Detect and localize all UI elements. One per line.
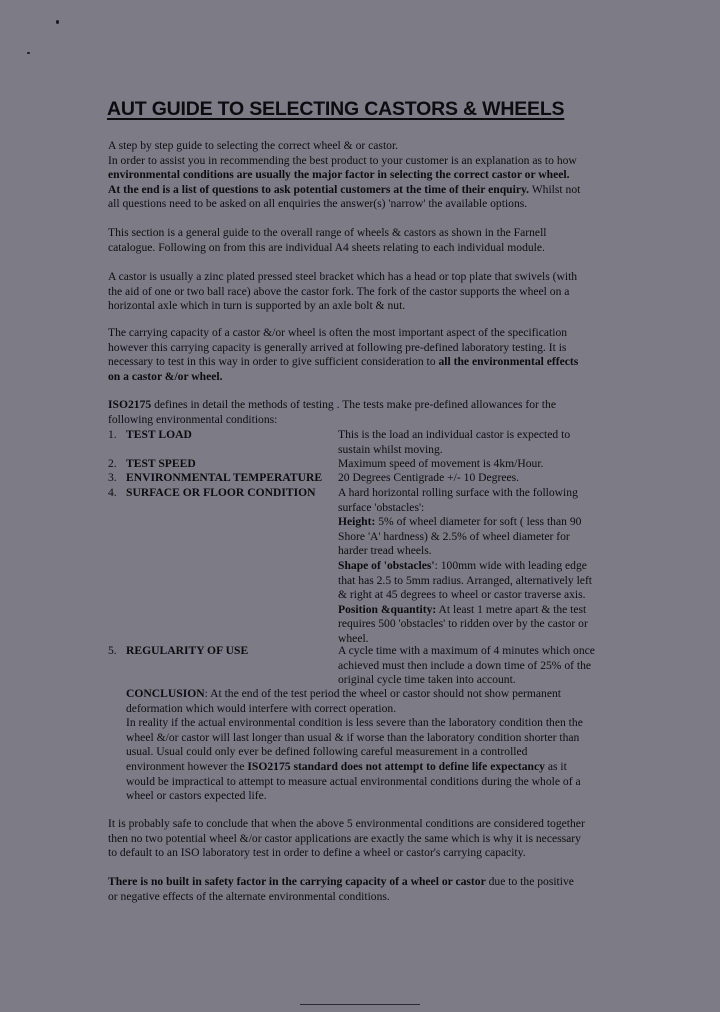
condition-label: ENVIRONMENTAL TEMPERATURE [126,471,323,484]
condition-number: 2. [108,457,117,470]
scan-speck [27,52,30,54]
page-edge-line [300,1004,420,1005]
condition-number: 3. [108,471,117,484]
condition-number: 4. [108,486,117,499]
condition-label: TEST LOAD [126,428,192,441]
condition-description: 20 Degrees Centigrade +/- 10 Degrees. [338,471,520,484]
condition-description: Maximum speed of movement is 4km/Hour. [338,457,544,470]
document-title: AUT GUIDE TO SELECTING CASTORS & WHEELS [107,98,565,120]
condition-label: SURFACE OR FLOOR CONDITION [126,486,316,499]
intro-paragraph: A step by step guide to selecting the correct wheel & or castor. In order to assist you in recommending the best product to your customer is an explanation as to how environmental conditions are usually the major factor in selecting the correct castor or wheel. At the end is a list of questions to ask potential customers at the time of their enquiry. Whilst not all questions need to be asked on all enquiries the answer(s) 'narrow' the available options. [108,139,581,211]
general-paragraph: This section is a general guide to the overall range of wheels & castors as shown in the Farnell catalogue. Following on from this are individual A4 sheets relating to each individual module. [108,226,547,254]
condition-description: This is the load an individual castor is expected to sustain whilst moving. [338,428,571,456]
final-paragraph: There is no built in safety factor in the carrying capacity of a wheel or castor due to the positive or negative effects of the alternate environmental conditions. [108,875,574,903]
castor-paragraph: A castor is usually a zinc plated pressed steel bracket which has a head or top plate that swivels (with the aid of one or two ball race) above the castor fork. The fork of the castor supports the wheel on a horizontal axle which in turn is supported by an axle bolt & nut. [108,270,578,313]
safe-paragraph: It is probably safe to conclude that when the above 5 environmental conditions are considered together then no two potential wheel &/or castor applications are exactly the same which is why it is necessary to default to an ISO laboratory test in order to define a wheel or castor's carrying capacity. [108,817,585,860]
iso-paragraph: ISO2175 defines in detail the methods of testing . The tests make pre-defined allowances for the following environmental conditions: [108,398,556,426]
condition-description: A cycle time with a maximum of 4 minutes which once achieved must then include a down time of 25% of the original cycle time taken into account. [338,644,595,687]
capacity-paragraph: The carrying capacity of a castor &/or wheel is often the most important aspect of the specification however this carrying capacity is generally arrived at following pre-defined laboratory testing. It is necessary to test in this way in order to give sufficient consideration to all the environmental effects on a castor &/or wheel. [108,326,579,383]
condition-description: A hard horizontal rolling surface with the following surface 'obstacles': Height: 5% of wheel diameter for soft ( less than 90 Shore 'A' hardness) & 2.5% of wheel diameter for harder tread wheels. Shape of 'obstacles': 100mm wide with leading edge that has 2.5 to 5mm radius. Arranged, alternatively left & right at 45 degrees to wheel or castor traverse axis. Position &quantity: At least 1 metre apart & the test requires 500 'obstacles' to ridden over by the castor or wheel. [338,486,593,645]
condition-label: REGULARITY OF USE [126,644,249,657]
condition-number: 1. [108,428,117,441]
conclusion-paragraph: CONCLUSION: At the end of the test period the wheel or castor should not show permanent deformation which would interfere with correct operation. In reality if the actual environmental condition is less severe than the laboratory condition then the wheel &/or castor will last longer than usual & if worse than the laboratory condition shorter than usual. Usual could only ever be defined following careful measurement in a controlled environment however the ISO2175 standard does not attempt to define life expectancy as it would be impractical to attempt to measure actual environmental conditions during the whole of a wheel or castors expected life. [126,687,583,803]
condition-number: 5. [108,644,117,657]
condition-label: TEST SPEED [126,457,196,470]
scan-speck [56,20,59,24]
